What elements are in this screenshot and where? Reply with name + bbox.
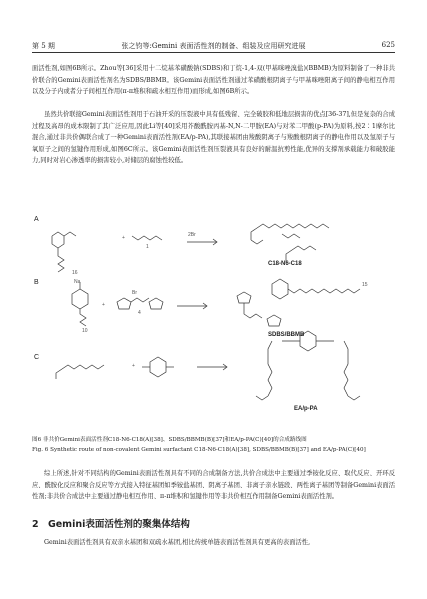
figure-caption-en: Fig. 6 Synthetic route of non-covalent Gemini surfactant C18-N6-C18(A)[38], SDBS/BBMB(B)[37] and EA/p-PA(C)[40] [32, 447, 366, 453]
section-number: 2 [32, 519, 39, 530]
chain-length-label-b: 10 [82, 328, 88, 334]
compound-label-b: SDBS/BBMB [268, 332, 305, 338]
chain-length-label-product-b: 15 [362, 282, 368, 288]
page-number: 625 [381, 41, 395, 49]
plus-sign-b: + [102, 302, 105, 308]
sodium-label: Na [74, 279, 81, 285]
plus-sign: + [122, 235, 125, 241]
compound-label-a: C18-N6-C18 [268, 261, 302, 267]
figure-caption-zh: 图6 非共价Gemini表面活性剂C18-N6-C18(A)[38]、SDBS/BBMB(B)[37]和EA/p-PA(C)[40]的合成路线图 [32, 437, 307, 443]
section-title: Gemini表面活性剂的聚集体结构 [47, 519, 190, 530]
paragraph-2: 虽然共价联接Gemini表面活性剂用于石油开采的压裂液中具有低残留、完全破胶和低地层损害的优点[36-37],但是复杂的合成过程及高昂的成本限制了其广泛应用,因此Li等[40]采用芥酸酰胺丙基-N,N-二甲胺(EA)与对苯二甲酸(p-PA)为原料,按2∶1摩尔比混合,通过非共价偶联合成了一种Gemini表面活性剂(EA/p-PA),其联接基团由羧酸阴离子与羧酸根阴离子的静电作用以及氢原子与氧原子之间的氢键作用形成,如图6C所示。该Gemini表面活性剂压裂液具有良好的耐温抗剪性能,优异的支撑剂承载能力和破胶能力,同时对岩心渗透率的损害较小,对储层的腐蚀性较低。 [32, 111, 395, 164]
chain-length-label-a: 16 [72, 270, 78, 276]
running-title: 张之钧等:Gemini 表面活性剂的制备、组装及应用研究进展 [121, 42, 306, 50]
plus-sign-c: + [132, 363, 135, 369]
paragraph-4: Gemini表面活性剂具有双亲水基团和双疏水基团,相比传统单链表面活性剂具有更高的表面活性, [44, 539, 311, 546]
figure-6 [32, 214, 395, 414]
panel-label-a: A [34, 216, 39, 223]
compound-label-c: EA/p-PA [294, 406, 318, 412]
panel-label-b: B [34, 279, 39, 286]
synthesis-scheme [32, 214, 395, 414]
bromide-label: Br [132, 290, 137, 296]
paragraph-3: 综上所述,针对不同结构的Gemini表面活性剂具有不同的合成制备方法,共价合成法中主要通过季铵化反应、取代反应、开环反应、酰胺化反应和聚合反应等方式接入特征基团如季铵盐基团、阴离子基团、非离子亲水链段、两性离子基团等制备Gemini表面活性剂;非共价合成法中主要通过静电相互作用、π-π堆积和氢键作用等非共价相互作用制备Gemini表面活性剂。 [32, 470, 395, 500]
panel-label-c: C [34, 354, 40, 361]
paragraph-1: 面活性剂,如图6B所示。Zhou等[36]采用十二烷基苯磺酸钠(SDBS)和丁烷-1,4-双(甲基咪唑溴盐)(BBMB)为原料制备了一种非共价联合的Gemini表面活性剂名为SDBS/BBMB。该Gemini表面活性剂通过苯磺酸根阴离子与甲基咪唑阳离子间的静电相互作用以及分子内或者分子间相互作用(π-π堆积和疏水相互作用)而形成,如图6B所示。 [32, 65, 395, 95]
amine-subscript-a: 1 [146, 244, 149, 250]
issue-number: 第 5 期 [32, 42, 55, 50]
reagent-label-2br: 2Br [188, 232, 196, 238]
linker-subscript-b: 4 [138, 310, 141, 316]
section-heading [32, 516, 190, 530]
running-header [32, 40, 395, 53]
